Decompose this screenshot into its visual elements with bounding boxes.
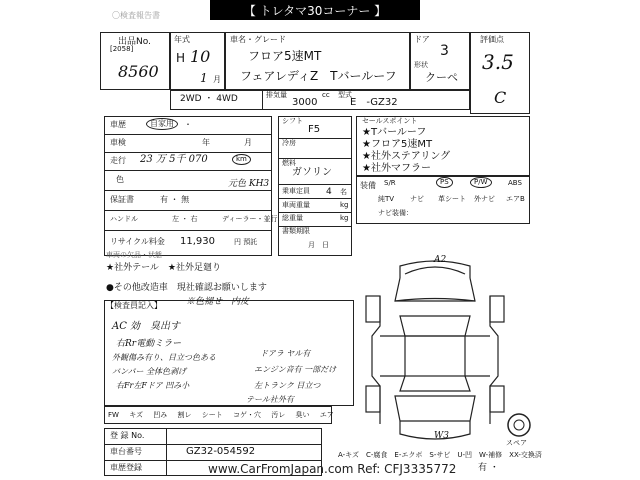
equip-sr: S/R (384, 179, 396, 187)
equip-navi: ナビ (410, 195, 424, 203)
remark-3: 右Rr電動ミラー (116, 339, 182, 349)
flag-seat: シート (201, 411, 223, 419)
doors-label: ドア (414, 35, 430, 44)
sales-point-2: ★フロア5速MT (362, 139, 433, 150)
interior-value: C (494, 88, 507, 107)
inspection-year-unit: 年 (202, 138, 210, 147)
score-value: 3.5 (482, 50, 514, 74)
remark-1: ※色褪せ 内皮 (186, 297, 250, 307)
fuel-value: ガソリン (292, 167, 332, 178)
shift-label: シフト (282, 117, 303, 125)
flag-odor: 臭い (295, 411, 310, 419)
plate-type-dot: ・ (184, 120, 192, 129)
recycle-label: リサイクル料金 (110, 237, 165, 246)
year-era: H (176, 51, 186, 65)
sales-point-3: ★社外ステアリング (362, 151, 451, 162)
shape-value: クーペ (425, 71, 458, 84)
displacement-value: 3000 (292, 97, 318, 108)
remark-9: 左トランク 目立つ (254, 381, 321, 390)
spare-label: スペア (506, 439, 527, 447)
recycle-value: 11,930 (180, 236, 215, 247)
shift-value: F5 (308, 124, 321, 135)
year-label: 年式 (174, 35, 190, 44)
type-label: 型式 (338, 91, 352, 99)
inspection-month-unit: 月 (244, 138, 252, 147)
gross-weight-label: 総重量 (282, 214, 303, 222)
history-options: 有 ・ (478, 463, 499, 473)
expiry-label: 書類期限 (282, 227, 310, 235)
flag-scratch: キズ (129, 411, 144, 419)
flag-burn: コゲ・穴 (233, 411, 261, 419)
capacity-label: 乗車定員 (282, 187, 310, 195)
displacement-label: 排気量 (266, 91, 287, 99)
model-line1: フロア5速MT (248, 49, 322, 63)
history-label: 車歴登録 (110, 463, 142, 472)
steering-label: ハンドル (110, 215, 138, 223)
features-title: 車両の欠品・状態 (106, 251, 162, 259)
aircon-label: 冷房 (282, 139, 296, 147)
car-diagram (360, 256, 510, 446)
other-title: ●その他改造車 現社確認お願いします (106, 283, 267, 293)
capacity-unit: 名 (340, 188, 347, 196)
inspection-label: 車検 (110, 138, 126, 147)
gross-weight-unit: kg (340, 214, 349, 222)
equip-ext-navi: 外ナビ (474, 195, 495, 203)
remark-5: ドアラ ヤル有 (260, 349, 311, 358)
faded-caption: 〇検査報告書 (112, 11, 160, 20)
steering-options: 左 ・ 右 (172, 215, 198, 223)
color-note: 元色 KH3 (228, 179, 270, 189)
remark-8: エンジン音有 一部だけ (254, 365, 337, 374)
spare-tire-icon (506, 412, 532, 438)
expiry-unit: 月 日 (308, 241, 329, 249)
sales-points-title: セールスポイント (362, 117, 418, 125)
equip-airbag: エアB (506, 195, 525, 203)
watermark: www.CarFromJapan.com Ref: CFJ3335772 (208, 462, 457, 476)
chassis-value: GZ32-054592 (186, 446, 256, 457)
remark-4: 外観傷み有り、目立つ色ある (112, 353, 216, 362)
sales-point-1: ★Tバールーフ (362, 127, 427, 138)
mid-block (278, 116, 352, 256)
sales-point-4: ★社外マフラー (362, 163, 431, 174)
lot-small: [2058] (110, 45, 134, 53)
equip-leather: 革シート (438, 195, 466, 203)
drive: 2WD ・ 4WD (180, 94, 238, 104)
vehicle-weight-unit: kg (340, 201, 349, 209)
equip-ps: PS (436, 177, 453, 188)
flag-stain: 汚レ (271, 411, 286, 419)
model-line2: フェアレディZ Tバールーフ (240, 69, 397, 83)
equipment-title: 装備 (360, 181, 376, 190)
doors-value: 3 (440, 43, 449, 59)
flag-air: エア (319, 411, 334, 419)
mileage-value: 23 万 5千 070 (140, 154, 208, 165)
flag-dent: 凹み (153, 411, 168, 419)
equip-pw: P/W (470, 177, 492, 188)
remark-10: テール社外有 (246, 395, 294, 404)
type-value: E -GZ32 (350, 97, 398, 108)
lot-label: 出品No. (118, 37, 151, 47)
flags-list (108, 410, 342, 420)
month-value: 1 (200, 71, 208, 85)
plate-type-selected: 自家用 (146, 118, 178, 130)
mileage-label: 走行 (110, 156, 126, 165)
year-value: 10 (190, 47, 211, 66)
features: ★社外テール ★社外足廻り (106, 263, 221, 273)
remarks-title: 【検査員記入】 (106, 301, 162, 310)
navi-label: ナビ装備： (378, 209, 413, 217)
model-label: 車名・グレード (230, 35, 286, 44)
diagram-mark-a2: A2 (434, 255, 447, 265)
warranty-label: 保証書 (110, 195, 134, 204)
shape-label: 形状 (414, 61, 428, 69)
color-label: 色 (116, 175, 124, 184)
reg-label: 登 録 No. (110, 431, 145, 440)
score-label: 評価点 (480, 35, 504, 44)
month-unit: 月 (213, 75, 221, 84)
vehicle-weight-label: 車両重量 (282, 201, 310, 209)
legend: A-キズ C-腐食 E-エクボ S-サビ U-凹 W-補修 XX-交換済 (338, 451, 542, 459)
displacement-unit: cc (322, 91, 330, 99)
mileage-unit: km (232, 154, 251, 165)
banner: 【 トレタマ30コーナー 】 (210, 0, 420, 20)
plate-type-label: 車歴 (110, 120, 126, 129)
remark-7: 右Fr左Fドア 凹み小 (116, 381, 190, 390)
flag-fw: FW (108, 411, 119, 419)
fuel-label: 燃料 (282, 159, 296, 167)
flag-crack: 割レ (177, 411, 192, 419)
lot-number: 8560 (118, 62, 159, 81)
warranty-options: 有 ・ 無 (160, 195, 190, 204)
chassis-label: 車台番号 (110, 447, 142, 456)
equip-tv: 純TV (378, 195, 395, 203)
equip-abs: ABS (508, 179, 522, 187)
import-label: ディーラー・並行 (222, 215, 278, 223)
remark-6: バンパー 全体色剥げ (112, 367, 186, 376)
diagram-mark-w3: W3 (434, 431, 449, 441)
recycle-unit: 円 預託 (234, 238, 258, 246)
capacity-value: 4 (326, 187, 332, 197)
remark-2: AC 効 臭出す (112, 321, 181, 332)
